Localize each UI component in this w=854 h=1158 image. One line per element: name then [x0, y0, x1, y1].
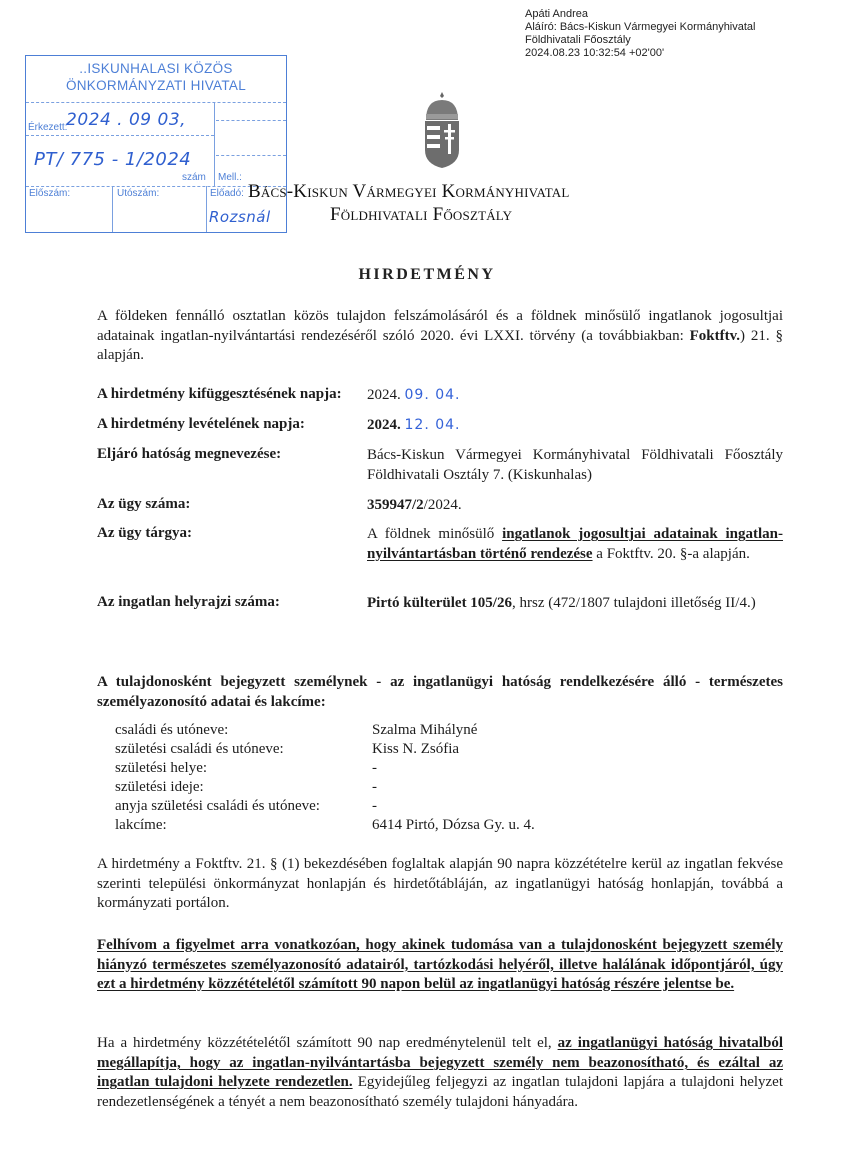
- received-label: Érkezett:: [28, 122, 68, 133]
- mother-name-value: -: [372, 798, 377, 814]
- signer-department: Földhivatali Főosztály: [525, 34, 631, 46]
- signer-name: Apáti Andrea: [525, 8, 588, 20]
- received-date-handwritten: 2024 . 09 03,: [66, 110, 187, 130]
- removal-date-label: A hirdetmény levételének napja:: [97, 416, 305, 432]
- case-subject-value: A földnek minősülő ingatlanok jogosultjai adatainak ingatlan-nyilvántartásban történő rendezése a Foktftv. 20. §-a alapján.: [367, 526, 784, 562]
- owner-name-label: családi és utóneve:: [115, 722, 229, 738]
- removal-date-value: 2024. 12. 04.: [367, 417, 461, 433]
- office-name: Bács-Kiskun Vármegyei Kormányhivatal: [248, 181, 570, 202]
- stamp-title-line1: ..ISKUNHALASI KÖZÖS: [79, 61, 233, 76]
- stamp-title-line2: ÖNKORMÁNYZATI HIVATAL: [65, 78, 247, 93]
- handler-signature: Rozsnál: [209, 208, 271, 226]
- attachment-label: Mell.:: [218, 172, 242, 183]
- case-number-value: 359947/2/2024.: [367, 497, 462, 513]
- publication-paragraph: A hirdetmény a Foktftv. 21. § (1) bekezdésében foglaltak alapján 90 napra közzétételre kerül az ingatlan fekvése szerinti települési önkormányzat honlapján és hirdetőtábláján, az ingatlanügyi hatóság honlapján, továbbá a kormányzati portálon.: [97, 856, 783, 911]
- coat-of-arms-icon: [418, 90, 466, 170]
- birth-place-label: születési helye:: [115, 760, 208, 776]
- signature-timestamp: 2024.08.23 10:32:54 +02'00': [525, 47, 665, 59]
- office-department: Földhivatali Főosztály: [330, 204, 513, 225]
- digital-signature-block: [525, 8, 755, 60]
- address-label: lakcíme:: [115, 817, 167, 833]
- prev-number-label: Előszám:: [29, 188, 71, 199]
- owner-name-value: Szalma Mihályné: [372, 722, 478, 738]
- intro-paragraph: A földeken fennálló osztatlan közös tulajdon felszámolásáról és a földnek minősülő ingatlanok jogosultjai adatainak ingatlan-nyilvántartási rendezéséről szóló 2020. évi LXXI. törvény (a továbbiakban: Foktftv.) 21. § alapján.: [97, 308, 784, 363]
- case-subject-label: Az ügy tárgya:: [97, 525, 192, 541]
- birth-name-value: Kiss N. Zsófia: [372, 741, 460, 757]
- parcel-number-label: Az ingatlan helyrajzi száma:: [97, 594, 280, 610]
- parcel-number-value: Pirtó külterület 105/26, hrsz (472/1807 tulajdoni illetőség II/4.): [367, 595, 756, 611]
- case-number-label: Az ügy száma:: [97, 496, 191, 512]
- stamp-title: [26, 60, 286, 94]
- signer-org: Aláíró: Bács-Kiskun Vármegyei Kormányhivatal: [525, 21, 756, 33]
- authority-value: Bács-Kiskun Vármegyei Kormányhivatal Földhivatali Főosztály Földhivatali Osztály 7. (Kiskunhalas): [367, 447, 783, 483]
- document-title: HIRDETMÉNY: [358, 266, 496, 283]
- birth-name-label: születési családi és utóneve:: [115, 741, 284, 757]
- next-number-label: Utószám:: [117, 188, 160, 199]
- birth-date-value: -: [372, 779, 377, 795]
- consequence-paragraph: Ha a hirdetmény közzétételétől számított 90 nap eredménytelenül telt el, az ingatlanügyi hatóság hivatalból megállapítja, hogy az ingatlan-nyilvántartásba bejegyzett személy nem beazonosítható, és ezáltal az ingatlan tulajdoni helyzete rendezetlen. Egyidejűleg feljegyzi az ingatlan tulajdoni lapjára a tulajdoni helyzet rendezetlenségének a tényét a nem beazonosítható személy tulajdoni hányadára.: [97, 1035, 783, 1110]
- posting-date-label: A hirdetmény kifüggesztésének napja:: [97, 386, 342, 402]
- number-label: szám: [182, 172, 206, 183]
- registry-stamp: [25, 55, 287, 233]
- birth-date-label: születési ideje:: [115, 779, 204, 795]
- owner-heading: A tulajdonosként bejegyzett személynek - az ingatlanügyi hatóság rendelkezésére álló - természetes személyazonosító adatai és lakcíme:: [97, 674, 783, 710]
- handler-label: Előadó:: [210, 188, 244, 199]
- authority-label: Eljáró hatóság megnevezése:: [97, 446, 282, 462]
- birth-place-value: -: [372, 760, 377, 776]
- file-number-handwritten: PT/ 775 - 1/2024: [34, 149, 192, 170]
- posting-date-value: 2024. 09. 04.: [367, 387, 461, 403]
- address-value: 6414 Pirtó, Dózsa Gy. u. 4.: [372, 817, 535, 833]
- mother-name-label: anyja születési családi és utóneve:: [115, 798, 320, 814]
- notice-paragraph: Felhívom a figyelmet arra vonatkozóan, hogy akinek tudomása van a tulajdonosként bejegyzett személy hiányzó természetes személyazonosító adatairól, tartózkodási helyéről, illetve halálának időpontjáról, úgy ezt a hirdetmény közzétételétől számított 90 napon belül az ingatlanügyi hatóság részére jelentse be.: [97, 937, 783, 992]
